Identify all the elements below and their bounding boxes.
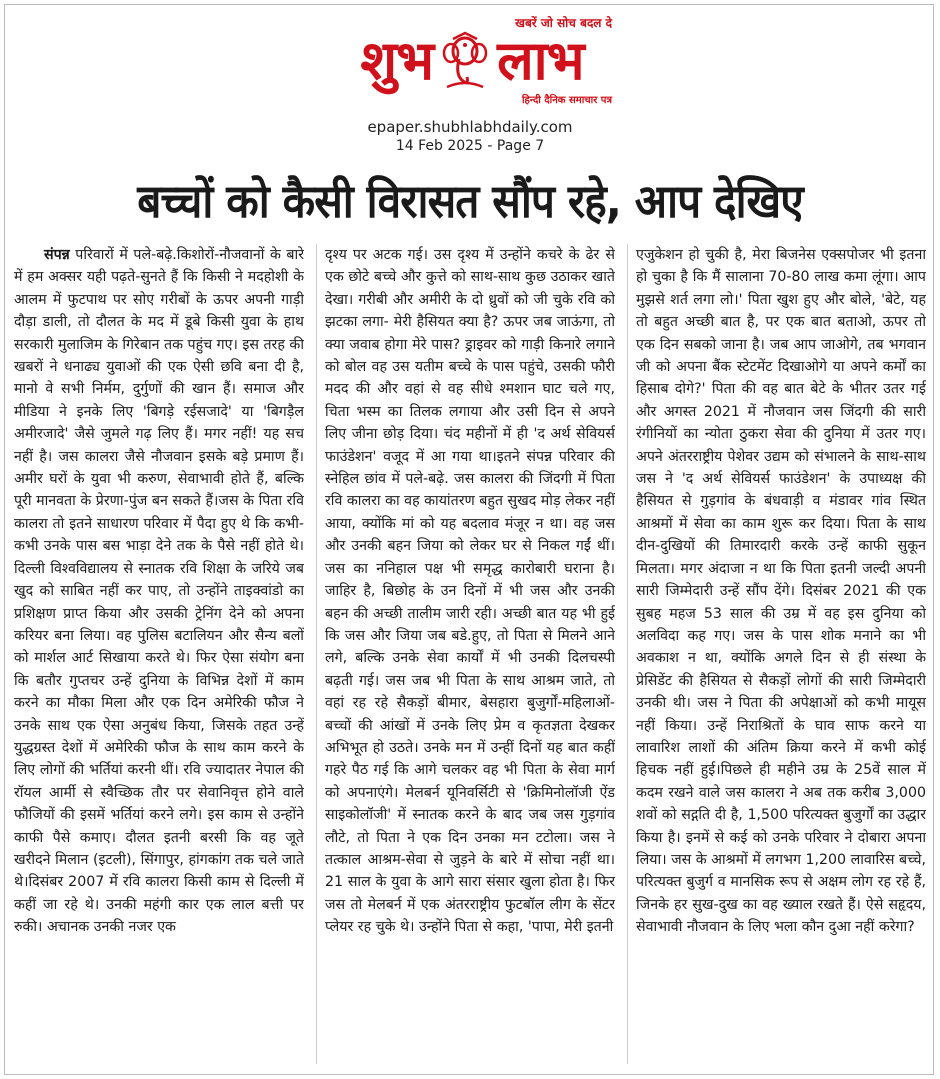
article-column-2-text: दृश्य पर अटक गई। उस दृश्य में उन्होंने कचरे के ढेर से एक छोटे बच्चे और कुत्ते को साथ-साथ कुछ उठाकर खाते देखा। गरीबी और अमीरी के दो ध्रुवों को जी चुके रवि को झटका लगा- मेरी हैसियत क्या है? ऊपर जब जाऊंगा, तो क्या जवाब होगा मेरे पास? ड्राइवर को गाड़ी किनारे लगाने को बोल वह उस यतीम बच्चे के पास पहुंचे, उसकी फौरी मदद की और वहां से वह सीधे श्मशान घाट चले गए, चिता भस्म का तिलक लगाया और उसी दिन से अपने लिए जीना छोड़ दिया। चंद महीनों में ही 'द अर्थ सेवियर्स फाउंडेशन' वजूद में आ गया था।इतने संपन्न परिवार की स्नेहिल छांव में पले-बढ़े. जस कालरा की जिंदगी में पिता रवि कालरा का वह कायांतरण बहुत सुखद मोड़ लेकर नहीं आया, क्योंकि मां को यह बदलाव मंजूर न था। वह जस और उनकी बहन जिया को लेकर घर से निकल गईं थीं। जस का ननिहाल पक्ष भी समृद्ध कारोबारी घराना है। जाहिर है, बिछोह के उन दिनों में भी जस और उनकी बहन की अच्छी तालीम जारी रही। अच्छी बात यह भी हुई कि जस और जिया जब बडे.हुए, तो पिता से मिलने आने लगे, बल्कि उनके सेवा कार्यों में भी उनकी दिलचस्पी बढ़ती गई। जस जब भी पिता के साथ आश्रम जाते, तो वहां रह रहे सैकड़ों बीमार, बेसहारा बुजुर्गों-महिलाओं-बच्चों की आंखों में उनके लिए प्रेम व कृतज्ञता देखकर अभिभूत हो उठते। उनके मन में उन्हीं दिनों यह बात कहीं गहरे पैठ गई कि आगे चलकर वह भी पिता के सेवा मार्ग को अपनाएंगे। मेलबर्न यूनिवर्सिटी से 'क्रिमिनोलॉजी ऐंड साइकोलॉजी' में स्नातक करने के बाद जब जस गुड़गांव लौटे, तो पिता ने एक दिन उनका मन टटोला। जस ने तत्काल आश्रम-सेवा से जुड़ने के बारे में सोचा नहीं था। 21 साल के युवा के आगे सारा संसार खुला होता है। फिर जस तो मेलबर्न में एक अंतरराष्ट्रीय फुटबॉल लीग के सेंटर प्लेयर रह चुके थे। उन्होंने पिता से कहा, 'पापा, मेरी इतनी	[325, 247, 615, 936]
epaper-url: epaper.shubhlabhdaily.com	[367, 118, 573, 136]
masthead-tagline: खबरें जो सोच बदल दे	[515, 16, 612, 30]
article-body	[14, 244, 926, 1064]
article-dateline: संपन्न	[44, 247, 70, 263]
masthead	[322, 10, 622, 110]
masthead-subtag: हिन्दी दैनिक समाचार पत्र	[521, 95, 612, 106]
article-column-3-text: एजुकेशन हो चुकी है, मेरा बिजनेस एक्सपोजर भी इतना हो चुका है कि मैं सालाना 70-80 लाख कमा लूंगा। आप मुझसे शर्त लगा लो।' पिता खुश हुए और बोले, 'बेटे, यह तो बहुत अच्छी बात है, पर एक बात बताओ, ऊपर तो एक दिन सबको जाना है। जब आप जाओगे, तब भगवान जी को अपना बैंक स्टेटमेंट दिखाओगे या अपने कर्मों का हिसाब दोगे?' पिता की वह बात बेटे के भीतर उतर गई और अगस्त 2021 में नौजवान जस जिंदगी की सारी रंगीनियों का न्योता ठुकरा सेवा की दुनिया में उतर गए।अपने अंतरराष्ट्रीय पेशेवर उद्यम को संभालने के साथ-साथ जस ने 'द अर्थ सेवियर्स फाउंडेशन' के उपाध्यक्ष की हैसियत से गुड़गांव के बंधवाड़ी व मंडावर गांव स्थित आश्रमों में सेवा का काम शुरू कर दिया। पिता के साथ दीन-दुखियों की तिमारदारी करके उन्हें काफी सुकून मिलता। मगर अंदाजा न था कि पिता इतनी जल्दी अपनी सारी जिम्मेदारी उन्हें सौंप देंगे। दिसंबर 2021 की एक सुबह महज 53 साल की उम्र में वह इस दुनिया को अलविदा कह गए। जस के पास शोक मनाने का भी अवकाश न था, क्योंकि अगले दिन से ही संस्था के प्रेसिडेंट की हैसियत से सैकड़ों लोगों की सारी जिम्मेदारी उनकी थी। जस ने पिता की अपेक्षाओं को कभी मायूस नहीं किया। उन्हें निराश्रितों के घाव साफ करने या लावारिश लाशों की अंतिम क्रिया करने में कभी कोई हिचक नहीं हुई।पिछले ही महीने उम्र के 25वें साल में कदम रखने वाले जस कालरा ने अब तक करीब 3,000 शवों को सद्गति दी है, 1,500 परित्यक्त बुजुर्गों का उद्धार किया है। इनमें से कई को उनके परिवार ने दोबारा अपना लिया। जस के आश्रमों में लगभग 1,200 लावारिस बच्चे, परित्यक्त बुजुर्ग व मानसिक रूप से अक्षम लोग रह रहे हैं, जिनके हर सुख-दुख का वह ख्याल रखते हैं। ऐसे सहृदय, सेवाभावी नौजवान के लिए भला कौन दुआ नहीं करेगा?	[636, 247, 926, 936]
article-column-2	[316, 244, 615, 1064]
logo-text-left: शुभ	[360, 29, 434, 92]
logo-text-right: लाभ	[497, 29, 584, 92]
newspaper-logo	[322, 26, 622, 96]
article-headline: बच्चों को कैसी विरासत सौंप रहे, आप देखिए	[137, 174, 803, 228]
article-column-1-text: परिवारों में पले-बढ़े.किशोरों-नौजवानों के बारे में हम अक्सर यही पढ़ते-सुनते हैं कि किसी ने मदहोशी के आलम में फुटपाथ पर सोए गरीबों के ऊपर अपनी गाड़ी दौड़ा डाली, तो दौलत के मद में डूबे किसी युवा के हाथ सरकारी मुलाजिम के गिरेबान तक पहुंच गए। इस तरह की खबरों ने धनाढ्य युवाओं की एक ऐसी छवि बना दी है, मानो वे सभी निर्मम, दुर्गुणों की खान हैं। समाज और मीडिया ने इनके लिए 'बिगड़े रईसजादे' या 'बिगड़ैल अमीरजादे' जैसे जुमले गढ़ लिए हैं। मगर नहीं! यह सच नहीं है। जस कालरा जैसे नौजवान इसके बड़े प्रमाण हैं। अमीर घरों के युवा भी करुण, सेवाभावी होते हैं, बल्कि पूरी मानवता के प्रेरणा-पुंज बन सकते हैं।जस के पिता रवि कालरा तो इतने साधारण परिवार में पैदा हुए थे कि कभी-कभी उनके पास बस भाड़ा देने तक के पैसे नहीं होते थे। दिल्ली विश्वविद्यालय से स्नातक रवि शिक्षा के जरिये जब खुद को साबित नहीं कर पाए, तो उन्होंने ताइक्वांडो का प्रशिक्षण प्राप्त किया और उसकी ट्रेनिंग देने को अपना करियर बना लिया। वह पुलिस बटालियन और सैन्य बलों को मार्शल आर्ट सिखाया करते थे। फिर ऐसा संयोग बना कि बतौर गुप्तचर उन्हें दुनिया के विभिन्न देशों में काम करने का मौका मिला और एक दिन अमेरिकी फौज ने उनके साथ एक ऐसा अनुबंध किया, जिसके तहत उन्हें युद्धग्रस्त देशों में अमेरिकी फौज के साथ काम करने के लिए लोगों की भर्तियां करनी थीं। रवि ज्यादातर नेपाल की रॉयल आर्मी से स्वैच्छिक तौर पर सेवानिवृत्त होने वाले फौजियों की इसमें भर्तियां करने लगे। इस काम से उन्होंने काफी पैसे कमाए। दौलत इतनी बरसी कि वह जूते खरीदने मिलान (इटली), सिंगापुर, हांगकांग तक चले जाते थे।दिसंबर 2007 में रवि कालरा किसी काम से दिल्ली में कहीं जा रहे थे। उनकी महंगी कार एक लाल बत्ती पर रुकी। अचानक उनकी नजर एक	[14, 247, 304, 936]
article-column-1	[14, 244, 304, 1064]
ganesha-icon	[437, 31, 493, 91]
article-column-3	[627, 244, 926, 1064]
edition-date-page: 14 Feb 2025 - Page 7	[395, 138, 545, 154]
